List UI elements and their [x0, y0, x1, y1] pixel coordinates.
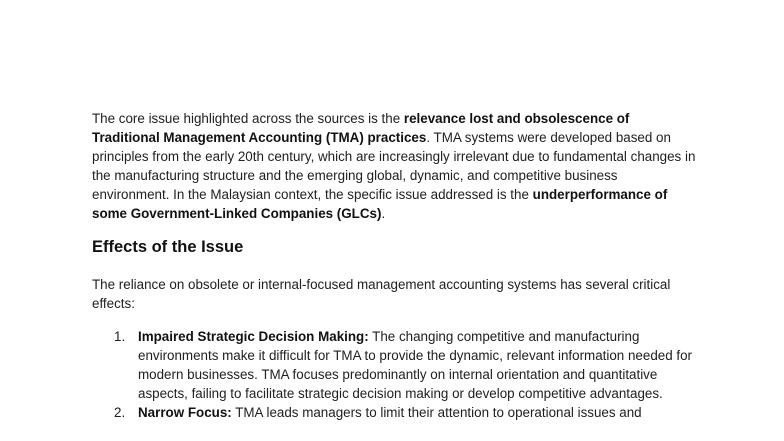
list-item-text: The changing competitive and manufacturing environments make it difficult for TMA to provide the dynamic, relevant information needed for modern businesses. TMA focuses predominantly on internal orientation and quantitative aspects, failing to facilitate strategic decision making or develop competitive advantages. [138, 329, 693, 401]
intro-text-1: The core issue highlighted across the sources is the [92, 111, 404, 126]
intro-text-3: . [381, 206, 386, 221]
lead-paragraph: The reliance on obsolete or internal-focused management accounting systems has several critical effects: [92, 277, 671, 311]
list-item [92, 327, 692, 403]
section-heading: Effects of the Issue [92, 238, 244, 256]
list-item-title: Narrow Focus: [138, 405, 232, 420]
list-item-text: TMA leads managers to limit their attention to operational issues and [231, 405, 642, 420]
intro-paragraph [92, 109, 696, 223]
list-item-title: Impaired Strategic Decision Making: [138, 329, 369, 344]
list-item-number: 1. [114, 329, 126, 344]
intro-bold-1: relevance lost and obsolescence of Traditional Management Accounting (TMA) practices [92, 111, 630, 145]
intro-text-2: . TMA systems were developed based on principles from the early 20th century, which are increasingly irrelevant due to fundamental changes in the manufacturing structure and the emerging global, dynamic, and competitive business environment. In the Malaysian context, the specific issue addressed is the [92, 130, 696, 202]
list-item [92, 403, 692, 422]
effects-list [92, 327, 692, 422]
list-item-number: 2. [114, 405, 126, 420]
intro-bold-2: underperformance of some Government-Linked Companies (GLCs) [92, 187, 668, 221]
